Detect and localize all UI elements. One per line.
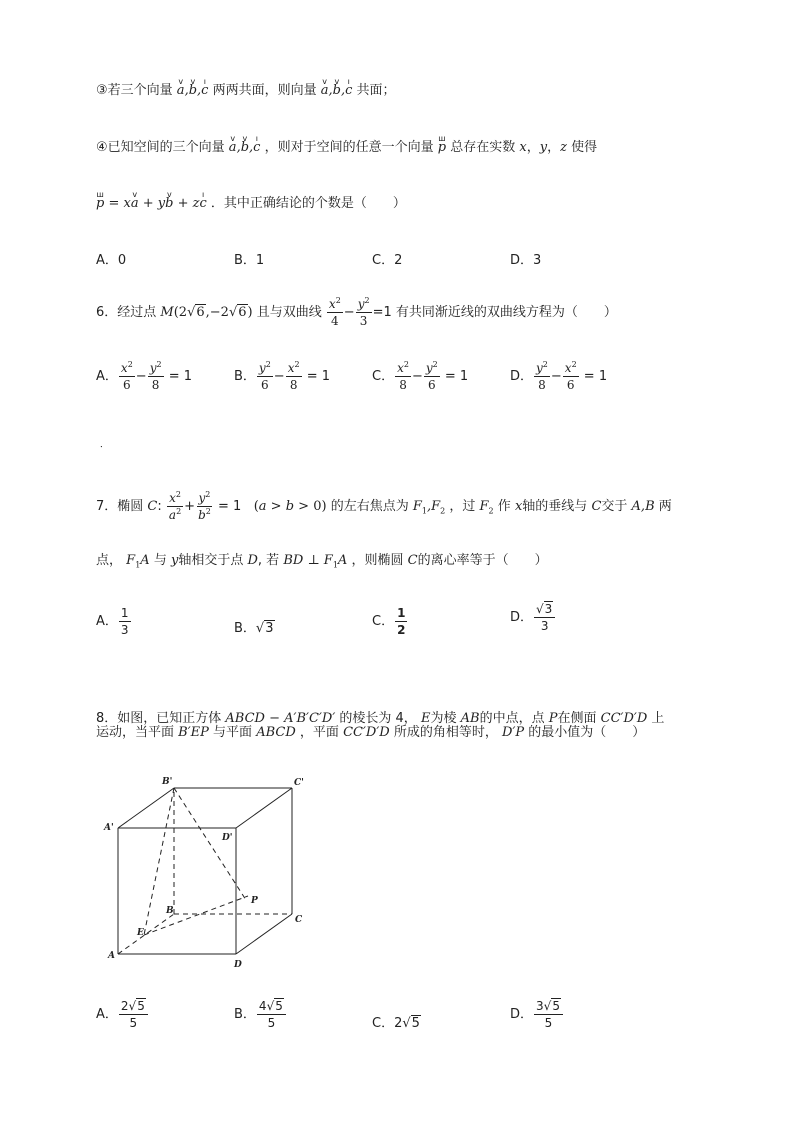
q7-option-d[interactable]: D． $\frac{√3}{3}$	[510, 603, 556, 632]
label-B: B	[166, 906, 174, 916]
q6-option-c[interactable]: C． $\frac{x^2}{8}$ − $\frac{y^2}{6}$ = 1	[372, 360, 469, 392]
q8-stem: 8．如图，已知正方体 ABCD − A′B′C′D′ 的棱长为 4， E为棱 AB的中点，点 P在侧面 CC′D′D 上	[96, 711, 665, 726]
statement-4: ④已知空间的三个向量 v a,v b,ı c ，则对于空间的任意一个向量 ш p 总存在实数 x，y，z 使得	[96, 139, 597, 157]
label-A: A	[108, 951, 115, 961]
q6-stem: 6．经过点 M(2√6,−2√6) 且与双曲线 $\frac{x^2}{4}$ − $\frac{y^2}{3}$ =1 有共同渐近线的双曲线方程为（ ）	[96, 296, 617, 328]
label-D: D	[234, 960, 242, 970]
q7-stem: 7．椭圆 C: $\frac{x^2}{a^2}$ + $\frac{y^2}{b^2}$ = 1 (a > b > 0) 的左右焦点为 $F_1,F_2$ ，过 $F_2$ 作 x轴的垂线与 C交于 A,B 两	[96, 490, 672, 522]
q5-option-d[interactable]: D．3	[510, 253, 542, 268]
label-Cprime: C'	[294, 778, 304, 788]
q6-option-b[interactable]: B． $\frac{y^2}{6}$ − $\frac{x^2}{8}$ = 1	[234, 360, 331, 392]
label-Aprime: A'	[104, 823, 114, 833]
q8-option-d[interactable]: D． $\frac{3√5}{5}$	[510, 1000, 564, 1029]
q7-option-b[interactable]: B．√3	[234, 621, 274, 636]
q8-option-c[interactable]: C．2√5	[372, 1016, 420, 1031]
q8-option-b[interactable]: B． $\frac{4√5}{5}$	[234, 1000, 287, 1029]
label-Bprime: B'	[162, 777, 173, 787]
edge-D-C	[236, 914, 292, 954]
edge-Aprime-Bprime	[118, 788, 174, 828]
statement-3: ③若三个向量 v a,v b,ı c 两两共面，则向量 v a,v b,ı c 共面；	[96, 82, 396, 100]
label-Dprime: D'	[222, 833, 233, 843]
q6-option-a[interactable]: A． $\frac{x^2}{6}$ − $\frac{y^2}{8}$ = 1	[96, 360, 192, 392]
q5-option-a[interactable]: A．0	[96, 253, 127, 268]
edge-Cprime-Dprime	[236, 788, 292, 828]
label-E: E	[137, 928, 144, 938]
statement-4-cont: ш p = xv a + yv b + zı c ．其中正确结论的个数是（ ）	[96, 195, 406, 213]
q6-option-d[interactable]: D． $\frac{y^2}{8}$ − $\frac{x^2}{6}$ = 1	[510, 360, 608, 392]
q7-option-a[interactable]: A． $\frac{1}{3}$	[96, 606, 129, 637]
line-Bprime-P	[174, 788, 246, 900]
label-P: P	[251, 896, 258, 906]
q7-stem-line2: 点， $F_1A$ 与 y轴相交于点 D, 若 BD ⊥ $F_1A$ ，则椭圆 C的离心率等于（ ）	[96, 553, 548, 570]
stray-dot: ．	[100, 440, 110, 450]
cube-figure	[100, 772, 320, 972]
label-C: C	[295, 915, 303, 925]
q8-option-a[interactable]: A． $\frac{2√5}{5}$	[96, 1000, 149, 1029]
q7-option-c[interactable]: C． $\frac{1}{2}$	[372, 606, 406, 637]
q5-option-b[interactable]: B．1	[234, 253, 265, 268]
q5-option-c[interactable]: C．2	[372, 253, 403, 268]
line-E-P	[144, 896, 248, 935]
q8-stem-line2-content: 运动，当平面 B′EP 与平面 ABCD ，平面 CC′D′D 所成的角相等时， D′P 的最小值为（ ）	[96, 725, 646, 740]
